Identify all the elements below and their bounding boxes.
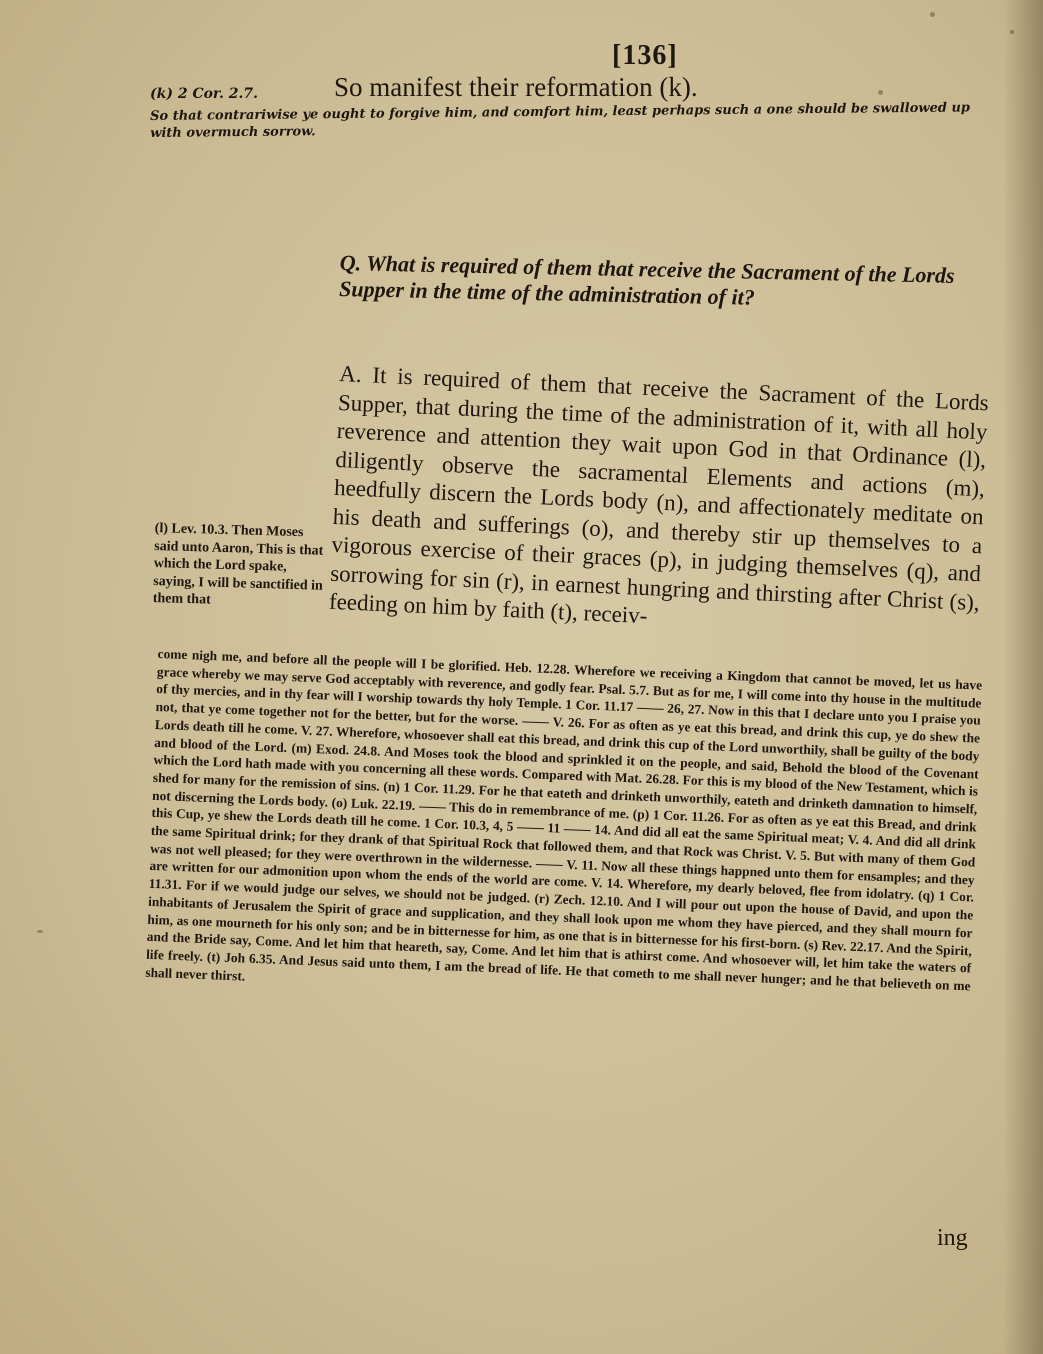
scripture-proof-notes: come nigh me, and before all the people will I be glorified. Heb. 12.28. Wherefore we receiving a Kingdom that cannot be moved, let us have grace whereby we may serve God acceptably with reverence, and godly fear. Psal. 5.7. But as for me, I will come into thy house in the multitude of thy mercies, and in thy fear will I worship towards thy holy Temple. 1 Cor. 11.17 —— 26, 27. Now in this that I declare unto you I praise you not, that ye come together not for the better, but for the worse. —— V. 26. For as often as ye eat this bread, and drink this cup, ye do shew the Lords death till he come. V. 27. Wherefore, whosoever shall eat this bread, and drink this cup of the Lord unworthily, shall be guilty of the body and blood of the Lord. (m) Exod. 24.8. And Moses took the blood and sprinkled it on the people, and said, Behold the blood of the Covenant which the Lord hath made with you concerning all these words. Compared with Mat. 26.28. For this is my blood of the New Testament, which is shed for many for the remission of sins. (n) 1 Cor. 11.29. For he that eateth and drinketh unworthily, eateth and drinketh damnation to himself, not discerning the Lords body. (o) Luk. 22.19. —— This do in remembrance of me. (p) 1 Cor. 11.26. For as often as ye eat this Bread, and drink this Cup, ye shew the Lords death till he come. 1 Cor. 10.3, 4, 5 —— 11 —— 14. And did all eat the same Spiritual meat; V. 4. And did all drink the same Spiritual drink; for they drank of that Spiritual Rock that followed them, and that Rock was Christ. V. 5. But with many of them God was not well pleased; for they were overthrown in the wildernesse. —— V. 11. Now all these things happned unto them for ensamples; and they are written for our admonition upon whom the ends of the world are come. V. 14. Wherefore, my dearly beloved, flee from idolatry. (q) 1 Cor. 11.31. For if we would judge our selves, we should not be judged. (r) Zech. 12.10. And I will pour out upon the house of David, and upon the inhabitants of Jerusalem the Spirit of grace and supplication, and they shall look upon me whom they have pierced, and they shall mourn for him, as one mourneth for his only son; and be in bitternesse for him, as one that is in bitternesse for his first-born. (s) Rev. 22.17. And the Spirit, and the Bride say, Come. And let him that heareth, say, Come. And let him that is athirst come. And whosoever will, let him take the waters of life freely. (t) Joh 6.35. And Jesus said unto them, I am the bread of life. He that cometh to me shall never hunger; and he that believeth on me shall never thirst. xyxy=(145,645,983,994)
catechism-question: Q. What is required of them that receive the Sacrament of the Lords Supper in the time of the administration of it? xyxy=(338,250,955,310)
ink-spot xyxy=(1010,30,1014,34)
marginal-note-l: (l) Lev. 10.3. Then Moses said unto Aaron, This is that which the Lord spake, saying, I will be sanctified in them that xyxy=(152,520,324,608)
ink-spot xyxy=(878,90,883,95)
footnote-k: So that contrariwise ye ought to forgive him, and comfort him, least perhaps such a one should be swallowed up with overmuch sorrow. xyxy=(150,100,971,141)
catchword: ing xyxy=(937,1225,968,1251)
ink-spot xyxy=(930,12,935,17)
continued-text-line: So manifest their reformation (k). xyxy=(334,72,698,102)
ink-spot xyxy=(37,930,43,933)
page-edge-shadow xyxy=(1003,0,1043,1354)
marginal-reference-k: (k) 2 Cor. 2.7. xyxy=(150,86,258,102)
catechism-answer: A. It is required of them that receive the Sacrament of the Lords Supper, that during the time of the administration of it, with all holy reverence and attention they wait upon God in that Ordinance (l), diligently observe the sacramental Elements and actions (m), heedfully discern the Lords body (n), and affectionately meditate on his death and sufferings (o), and thereby stir up themselves to a vigorous exercise of their graces (p), in judging themselves (q), and sorrowing for sin (r), in earnest hungring and thirsting after Christ (s), feeding on him by faith (t), receiv- xyxy=(328,360,990,629)
page-number: [136] xyxy=(612,40,678,71)
